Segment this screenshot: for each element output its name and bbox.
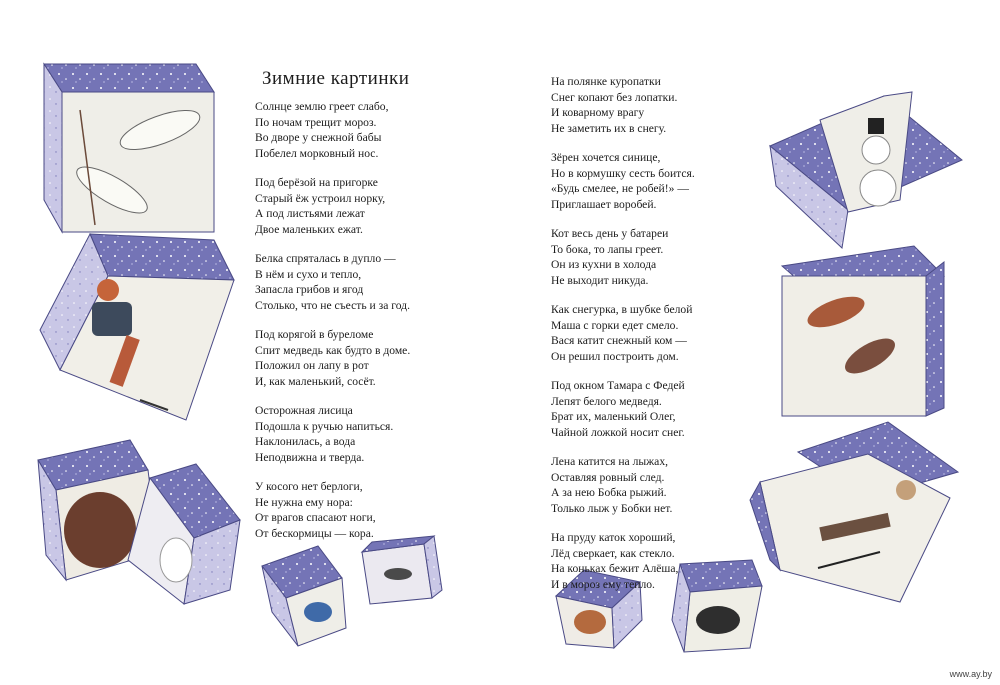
poem-line: От бескормицы — кора. [255,526,374,540]
poem-line: А под листьями лежат [255,207,365,220]
poem-line: Но в кормушку сесть боится. [551,166,695,180]
poem-line: На пруду каток хороший, [551,531,676,544]
poem-line: Спит медведь как будто в доме. [255,343,411,357]
poem-line: Не заметить их в снегу. [551,121,667,135]
stanza [551,302,695,364]
poem-line: То бока, то лапы греет. [551,242,664,256]
poem-line: Неподвижна и тверда. [255,450,365,464]
poem-line: Чайной ложкой носит снег. [551,425,685,439]
poem-line: Лёд сверкает, как стекло. [551,546,675,560]
poem-line: И коварному врагу [551,106,645,119]
poem-line: Зёрен хочется синице, [551,151,661,164]
poem-line: Столько, что не съесть и за год. [255,298,410,312]
poem-right-column [551,74,695,606]
poem-left-column [255,99,410,555]
cube-skater [40,234,234,420]
stanza [551,530,695,592]
page-title: Зимние картинки [262,68,410,89]
stanza [551,226,695,288]
poem-line: Побелел морковный нос. [255,146,379,160]
poem-line: Запасла грибов и ягод [255,283,364,296]
poem-line: Маша с горки едет смело. [551,318,679,332]
poem-line: Солнце землю греет слабо, [255,100,389,113]
stanza [255,251,410,313]
poem-line: И в мороз ему тепло. [551,577,655,591]
poem-line: Осторожная лисица [255,404,353,417]
poem-line: На коньках бежит Алёша, [551,562,679,575]
poem-line: Приглашает воробей. [551,197,657,211]
poem-line: Только лыж у Бобки нет. [551,501,673,515]
poem-line: В нём и сухо и тепло, [255,267,362,281]
poem-line: Он решил построить дом. [551,349,679,363]
poem-line: Как снегурка, в шубке белой [551,303,693,316]
poem-line: И, как маленький, сосёт. [255,374,376,388]
stanza [255,479,410,541]
stanza [255,175,410,237]
poem-line: Под корягой в буреломе [255,328,374,341]
cube-snowman [770,92,962,248]
poem-line: Во дворе у снежной бабы [255,131,382,144]
poem-line: Вася катит снежный ком — [551,334,687,347]
poem-line: «Будь смелее, не робей!» — [551,182,689,195]
poem-line: По ночам трещит мороз. [255,115,377,129]
poem-line: Под берёзой на пригорке [255,176,378,189]
stanza [551,454,695,516]
poem-line: Оставляя ровный след. [551,470,665,484]
poem-line: Брат их, маленький Олег, [551,410,676,423]
cube-birds [44,64,214,232]
poem-line: Он из кухни в холода [551,258,657,271]
cube-sparrows [782,246,944,418]
poem-line: Снег копают без лопатки. [551,90,678,104]
poem-line: Старый ёж устроил норку, [255,191,386,205]
stanza [551,74,695,136]
poem-line: Двое маленьких ежат. [255,222,363,236]
poem-line: Лепят белого медведя. [551,394,662,408]
poem-line: Не выходит никуда. [551,273,649,287]
poem-line: У косого нет берлоги, [255,480,363,493]
poem-line: Наклонилась, а вода [255,435,356,448]
stanza [255,99,410,161]
poem-line: Под окном Тамара с Федей [551,379,685,392]
poem-line: Кот весь день у батареи [551,227,669,240]
poem-line: От врагов спасают ноги, [255,511,376,524]
poem-line: Белка спряталась в дупло — [255,252,396,265]
poem-line: Лена катится на лыжах, [551,455,669,468]
cube-sled [750,422,958,602]
poem-line: Положил он лапу в рот [255,359,369,372]
stanza [255,327,410,389]
poem-line: На полянке куропатки [551,75,661,88]
watermark: www.ay.by [949,669,992,679]
cube-bluebird [262,546,346,646]
stanza [255,403,410,465]
poem-line: Подошла к ручью напиться. [255,419,394,433]
poem-line: А за нею Бобка рыжий. [551,486,667,499]
stanza [551,378,695,440]
poem-line: Не нужна ему нора: [255,495,353,509]
stanza [551,150,695,212]
